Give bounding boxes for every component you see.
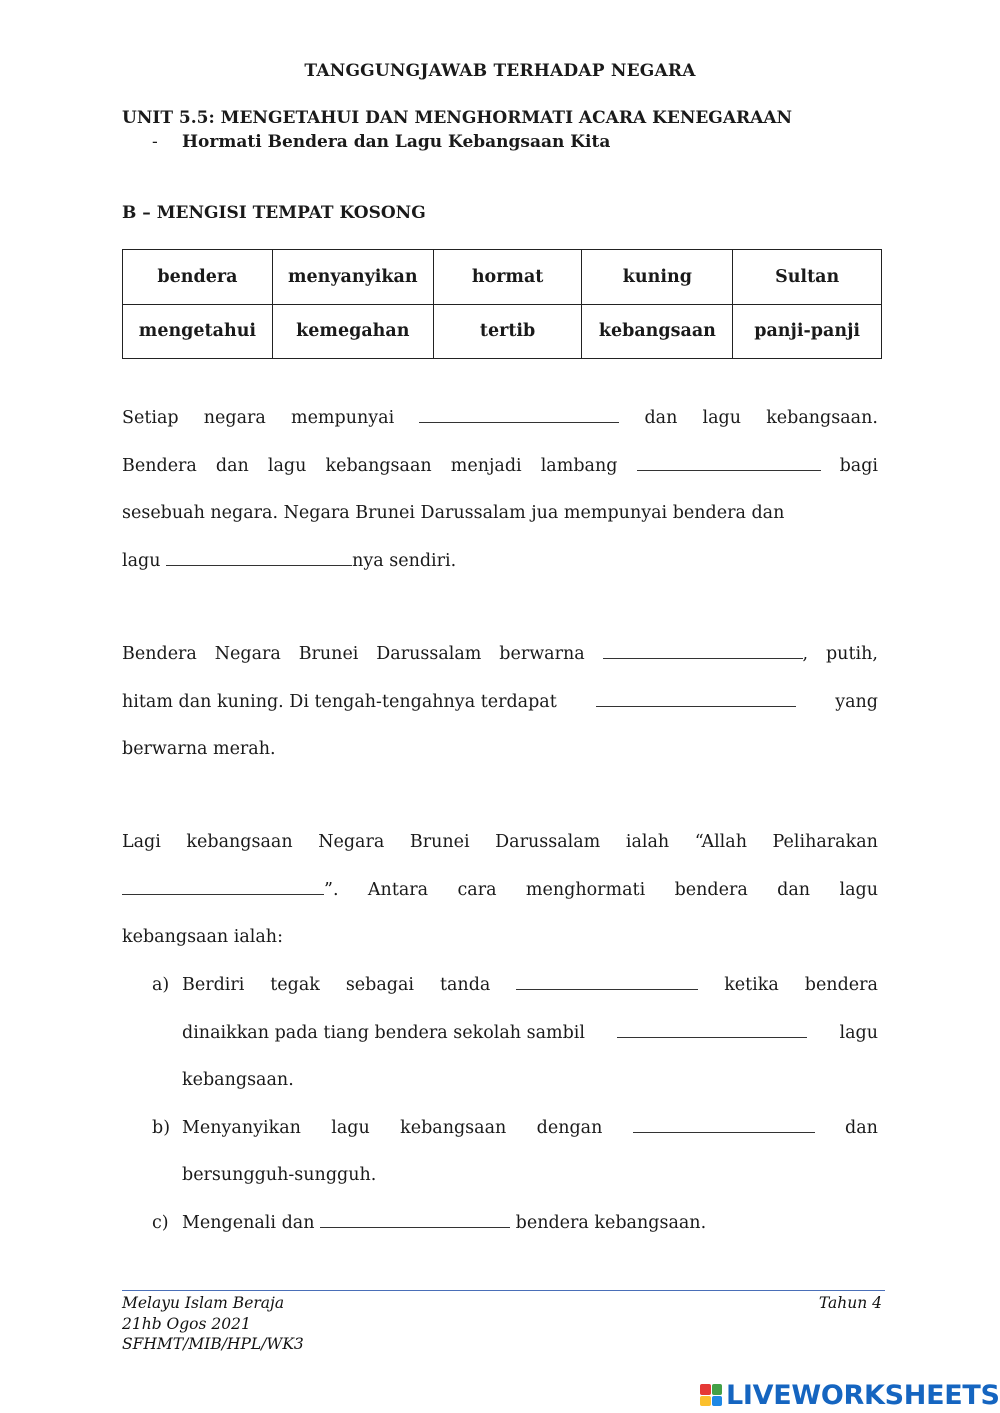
- footer-subject: Melayu Islam Beraja: [122, 1294, 285, 1312]
- word-bank-cell[interactable]: panji-panji: [733, 304, 882, 359]
- unit-heading: UNIT 5.5: MENGETAHUI DAN MENGHORMATI ACARA KENEGARAAN: [122, 108, 793, 128]
- word-bank-cell[interactable]: kebangsaan: [582, 304, 733, 359]
- footer-code: SFHMT/MIB/HPL/WK3: [122, 1335, 304, 1353]
- word: dinaikkan pada tiang bendera sekolah sambil: [182, 1022, 586, 1043]
- paragraph-line: bersungguh-sungguh.: [182, 1165, 377, 1185]
- word: Darussalam: [495, 832, 601, 852]
- word: ”.: [324, 879, 339, 900]
- word: dan: [215, 455, 249, 476]
- word: negara: [203, 408, 266, 428]
- answer-blank[interactable]: [596, 687, 796, 706]
- paragraph-line: [122, 395, 878, 443]
- logo-square: [700, 1396, 711, 1407]
- paragraph-line: [122, 679, 878, 727]
- word: Menyanyikan: [182, 1117, 301, 1138]
- answer-blank[interactable]: [633, 1113, 815, 1132]
- footer-divider: [122, 1290, 885, 1291]
- subheading-dash: -: [152, 132, 158, 152]
- answer-blank[interactable]: [516, 971, 698, 990]
- word: ,: [802, 644, 809, 664]
- word: Negara: [214, 644, 281, 664]
- word-bank-cell[interactable]: kemegahan: [272, 304, 433, 359]
- liveworksheets-logo-icon: [700, 1384, 722, 1406]
- word-bank-cell[interactable]: bendera: [123, 250, 273, 305]
- word: yang: [835, 691, 878, 712]
- answer-blank[interactable]: [617, 1018, 807, 1037]
- footer-grade: Tahun 4: [818, 1294, 882, 1312]
- word: bendera kebangsaan.: [515, 1212, 707, 1233]
- word: Brunei: [409, 832, 470, 852]
- word: hitam dan kuning. Di tengah-tengahnya terdapat: [122, 691, 557, 712]
- subheading-text: Hormati Bendera dan Lagu Kebangsaan Kita: [182, 132, 611, 152]
- word: bendera: [804, 975, 878, 995]
- word: kebangsaan: [400, 1117, 507, 1138]
- answer-blank[interactable]: [419, 404, 619, 423]
- word: Darussalam: [376, 644, 482, 664]
- paragraph-line: [122, 867, 878, 915]
- word: kebangsaan: [325, 455, 432, 476]
- word: dengan: [536, 1117, 603, 1138]
- list-marker: a): [152, 975, 170, 995]
- word: Berdiri: [182, 975, 245, 995]
- word: menjadi: [450, 455, 522, 476]
- word: Bendera: [122, 455, 197, 476]
- word: lagu: [702, 408, 742, 428]
- word: bendera: [674, 879, 748, 900]
- word: lagu: [122, 550, 161, 571]
- word: Antara: [367, 879, 429, 900]
- answer-blank[interactable]: [166, 546, 352, 565]
- list-marker: b): [152, 1117, 171, 1138]
- unit-subheading: [152, 132, 610, 152]
- liveworksheets-brand[interactable]: [700, 1378, 1000, 1412]
- paragraph-line: kebangsaan ialah:: [122, 927, 283, 947]
- logo-square: [712, 1396, 723, 1407]
- brand-name: LIVEWORKSHEETS: [726, 1379, 1000, 1411]
- list-item-b: [152, 1105, 878, 1200]
- paragraph-line: kebangsaan.: [182, 1070, 294, 1090]
- list-marker: c): [152, 1212, 169, 1233]
- word: Lagi: [122, 832, 161, 852]
- word: Setiap: [122, 408, 179, 428]
- word: tegak: [270, 975, 320, 995]
- word: Bendera: [122, 644, 197, 664]
- word-bank-table: [122, 249, 882, 359]
- word: dan: [777, 879, 811, 900]
- word-bank-cell[interactable]: kuning: [582, 250, 733, 305]
- list-item-a: [152, 962, 878, 1105]
- paragraph-line: [182, 962, 878, 1010]
- word-bank-cell[interactable]: hormat: [433, 250, 582, 305]
- word-bank-cell[interactable]: mengetahui: [123, 304, 273, 359]
- paragraph-line: [182, 1010, 878, 1058]
- footer-date: 21hb Ogos 2021: [122, 1314, 251, 1333]
- paragraph-line: [182, 1200, 878, 1248]
- paragraph-line: [122, 538, 878, 586]
- section-heading: B – MENGISI TEMPAT KOSONG: [122, 203, 426, 223]
- word: Peliharakan: [772, 832, 878, 852]
- word: ketika: [724, 975, 779, 995]
- word: berwarna: [499, 644, 585, 664]
- word: dan: [644, 408, 678, 428]
- answer-blank[interactable]: [320, 1208, 510, 1227]
- word: putih,: [825, 644, 878, 664]
- word: Brunei: [298, 644, 359, 664]
- answer-blank[interactable]: [603, 640, 803, 659]
- word: bagi: [839, 455, 878, 476]
- word: cara: [457, 879, 497, 900]
- word: tanda: [439, 975, 491, 995]
- word: lambang: [540, 455, 618, 476]
- paragraph-line: sesebuah negara. Negara Brunei Darussalam jua mempunyai bendera dan: [122, 503, 785, 523]
- paragraph-2: [122, 631, 878, 774]
- footer: [122, 1293, 882, 1355]
- word: mempunyai: [290, 408, 395, 428]
- word: lagu: [331, 1117, 370, 1138]
- paragraph-line: [122, 631, 878, 679]
- word: kebangsaan: [186, 832, 293, 852]
- answer-blank[interactable]: [122, 875, 324, 894]
- word-bank-cell[interactable]: tertib: [433, 304, 582, 359]
- logo-square: [712, 1384, 723, 1395]
- word: ialah: [625, 832, 670, 852]
- word-bank-cell[interactable]: menyanyikan: [272, 250, 433, 305]
- word: kebangsaan.: [766, 408, 878, 428]
- paragraph-line: [122, 443, 878, 491]
- word-bank-cell[interactable]: Sultan: [733, 250, 882, 305]
- paragraph-1: [122, 395, 878, 585]
- word: lagu: [839, 1022, 878, 1043]
- word: Negara: [318, 832, 385, 852]
- page-title: TANGGUNGJAWAB TERHADAP NEGARA: [304, 61, 696, 81]
- paragraph-line: berwarna merah.: [122, 739, 276, 759]
- word: menghormati: [525, 879, 646, 900]
- word: lagu: [839, 879, 878, 900]
- logo-square: [700, 1384, 711, 1395]
- list-item-c: [152, 1200, 878, 1248]
- paragraph-line: [122, 819, 878, 867]
- word: “Allah: [694, 832, 747, 852]
- word: dan: [845, 1117, 878, 1138]
- word: Mengenali dan: [182, 1212, 315, 1233]
- answer-blank[interactable]: [637, 451, 821, 470]
- word: lagu: [267, 455, 307, 476]
- paragraph-line: [182, 1105, 878, 1153]
- paragraph-3: [122, 819, 878, 962]
- ways-list: [152, 962, 878, 1247]
- word: sebagai: [345, 975, 415, 995]
- word: nya sendiri.: [352, 550, 457, 571]
